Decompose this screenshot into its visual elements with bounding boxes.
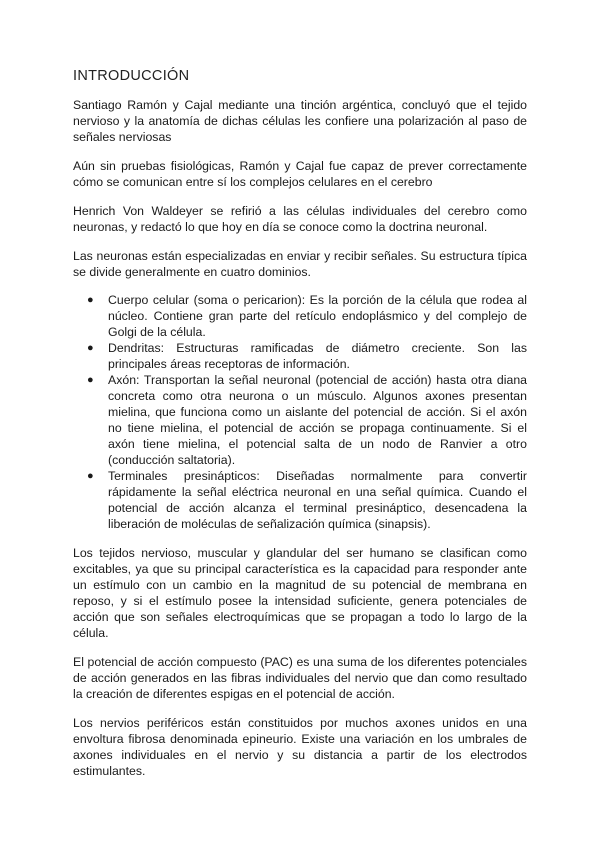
list-item xyxy=(87,372,527,468)
paragraph-cajal: Santiago Ramón y Cajal mediante una tinción argéntica, concluyó que el tejido nervioso y la anatomía de dichas células les confiere una polarización al paso de señales nerviosas xyxy=(73,98,527,144)
list-item xyxy=(87,292,527,340)
bullet-icon: ● xyxy=(87,342,94,354)
list-item-text: Axón: Transportan la señal neuronal (potencial de acción) hasta otra diana concreta como otra neurona o un músculo. Algunos axones presentan mielina, que funciona como un aislante del potencial de acción. Si el axón no tiene mielina, el potencial de acción se propaga continuamente. Si el axón tiene mielina, el potencial salta de un nodo de Ranvier a otro (conducción saltatoria). xyxy=(108,373,527,467)
list-item-text: Cuerpo celular (soma o pericarion): Es la porción de la célula que rodea al núcleo. Contiene gran parte del retículo endoplásmico y del complejo de Golgi de la célula. xyxy=(108,293,527,339)
page-title: INTRODUCCIÓN xyxy=(73,68,190,84)
paragraph-physiology: Aún sin pruebas fisiológicas, Ramón y Cajal fue capaz de prever correctamente cómo se comunican entre sí los complejos celulares en el cerebro xyxy=(73,159,527,189)
paragraph-peripheral-nerves: Los nervios periféricos están constituidos por muchos axones unidos en una envoltura fibrosa denominada epineurio. Existe una variación en los umbrales de axones individuales en el nervio y su distancia a partir de los electrodos estimulantes. xyxy=(73,716,527,778)
neuron-domains-list xyxy=(73,292,527,532)
document-page xyxy=(73,68,527,792)
paragraph-neuron-domains: Las neuronas están especializadas en enviar y recibir señales. Su estructura típica se divide generalmente en cuatro dominios. xyxy=(73,249,527,279)
list-item-text: Terminales presinápticos: Diseñadas normalmente para convertir rápidamente la señal eléctrica neuronal en una señal química. Cuando el potencial de acción alcanza el terminal presináptico, desencadena la liberación de moléculas de señalización química (sinapsis). xyxy=(108,469,527,531)
bullet-icon: ● xyxy=(87,374,94,386)
paragraph-excitable-tissues: Los tejidos nervioso, muscular y glandular del ser humano se clasifican como excitables, ya que su principal característica es la capacidad para responder ante un estímulo con un cambio en la magnitud de su potencial de membrana en reposo, y si el estímulo posee la intensidad suficiente, genera potenciales de acción que son señales electroquímicas que se propagan a todo lo largo de la célula. xyxy=(73,546,527,640)
bullet-icon: ● xyxy=(87,470,94,482)
list-item xyxy=(87,340,527,372)
bullet-icon: ● xyxy=(87,294,94,306)
paragraph-waldeyer: Henrich Von Waldeyer se refirió a las células individuales del cerebro como neuronas, y redactó lo que hoy en día se conoce como la doctrina neuronal. xyxy=(73,204,527,234)
list-item xyxy=(87,468,527,532)
paragraph-compound-action-potential: El potencial de acción compuesto (PAC) es una suma de los diferentes potenciales de acción generados en las fibras individuales del nervio que dan como resultado la creación de diferentes espigas en el potencial de acción. xyxy=(73,655,527,701)
list-item-text: Dendritas: Estructuras ramificadas de diámetro creciente. Son las principales áreas receptoras de información. xyxy=(108,341,527,371)
